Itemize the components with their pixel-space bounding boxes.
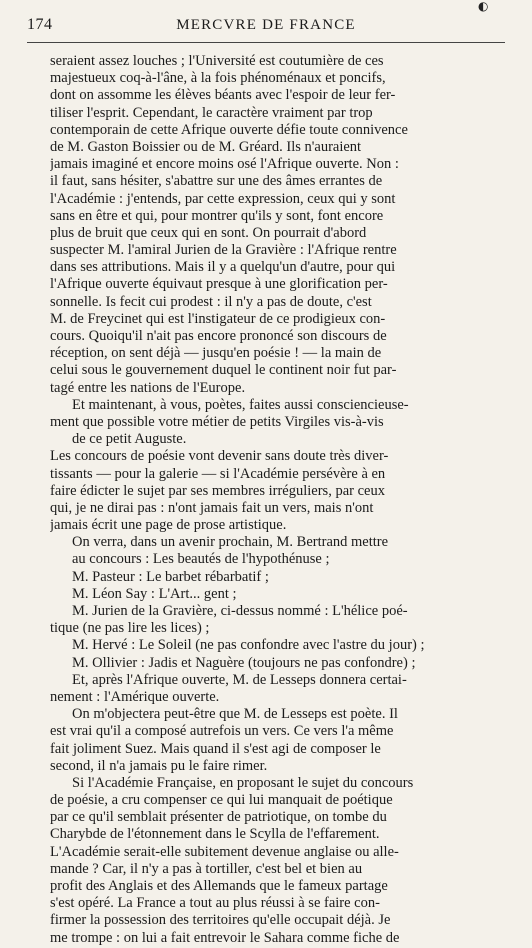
text-line: faire édicter le sujet par ses membres irréguliers, par ceux (50, 482, 385, 499)
text-line: seraient assez louches ; l'Université est coutumière de ces (50, 53, 384, 69)
text-line: jamais écrit une page de prose artistique. (50, 517, 287, 534)
text-line: M. Pasteur : Le barbet rébarbatif ; (72, 568, 269, 585)
text-line: est vrai qu'il a composé autrefois un vers. Ce vers l'a même (50, 723, 394, 740)
text-line: firmer la possession des territoires qu'elle occupait déjà. Je (50, 912, 391, 929)
text-line: contemporain de cette Afrique ouverte défie toute connivence (50, 121, 408, 138)
text-line: de poésie, a cru compenser ce qui lui manquait de poétique (50, 792, 393, 809)
text-line: tissants — pour la galerie — si l'Académie persévère à en (50, 465, 386, 482)
text-line: me trompe : on lui a fait entrevoir le Sahara comme fiche de (50, 929, 400, 946)
text-line: M. Hervé : Le Soleil (ne pas confondre avec l'astre du jour) ; (72, 637, 425, 654)
text-line: suspecter M. l'amiral Jurien de la Gravière : l'Afrique rentre (50, 242, 397, 259)
text-line: cours. Quoiqu'il n'ait pas encore prononcé son discours de (50, 328, 387, 344)
text-line: tagé entre les nations de l'Europe. (50, 379, 246, 396)
text-line: M. Léon Say : L'Art... gent ; (72, 585, 237, 602)
ink-blot-mark: ◐ (478, 0, 489, 13)
text-line: jamais imaginé et encore moins osé l'Afrique ouverte. Non : (50, 156, 399, 173)
text-line: majestueux coq-à-l'âne, à la fois phénoménaux et poncifs, (50, 70, 386, 87)
text-line: On m'objectera peut-être que M. de Lesseps est poète. Il (72, 706, 398, 723)
text-line: sonnelle. Is fecit cui prodest : il n'y a pas de doute, c'est (50, 293, 372, 310)
text-line: Et, après l'Afrique ouverte, M. de Lesseps donnera certai- (72, 671, 407, 688)
text-line: Et maintenant, à vous, poètes, faites aussi consciencieuse- (72, 396, 409, 413)
text-line: profit des Anglais et des Allemands que le fameux partage (50, 878, 388, 894)
text-line: M. Jurien de la Gravière, ci-dessus nommé : L'hélice poé- (72, 603, 408, 619)
text-line: fait joliment Suez. Mais quand il s'est agi de composer le (50, 740, 381, 757)
text-line: réception, on sent déjà — jusqu'en poésie ! — la main de (50, 345, 382, 362)
text-line: M. de Freycinet qui est l'instigateur de ce prodigieux con- (50, 310, 386, 327)
text-line: plus de bruit que ceux qui en sont. On pourrait d'abord (50, 224, 367, 241)
text-line: Les concours de poésie vont devenir sans doute très diver- (50, 448, 389, 465)
page-number: 174 (27, 16, 53, 33)
text-line: dont on assomme les élèves béants avec l'espoir de leur fer- (50, 87, 396, 104)
text-line: Si l'Académie Française, en proposant le sujet du concours (72, 774, 414, 791)
text-line: l'Académie : j'entends, par cette expression, ceux qui y sont (50, 190, 396, 207)
text-line: l'Afrique ouverte équivaut presque à une glorification per- (50, 276, 388, 293)
text-line: second, il n'a jamais pu le faire rimer. (50, 757, 268, 774)
text-line: sans en être et qui, pour montrer qu'ils y sont, font encore (50, 207, 384, 224)
journal-title: MERCVRE DE FRANCE (176, 17, 356, 33)
text-line: par ce qu'il semblait présenter de patriotique, on tombe du (50, 809, 387, 826)
text-line: il faut, sans hésiter, s'abattre sur une des âmes errantes de (50, 173, 383, 190)
text-line: Charybde de l'étonnement dans le Scylla de l'effarement. (50, 826, 380, 843)
body-text (50, 53, 505, 947)
text-line: L'Académie serait-elle subitement devenue anglaise ou alle- (50, 843, 399, 860)
text-line: celui sous le gouvernement duquel le continent noir fut par- (50, 362, 397, 379)
text-line: de M. Gaston Boissier ou de M. Gréard. Ils n'auraient (50, 138, 362, 155)
text-line: dans ses attributions. Mais il y a quelqu'un d'autre, pour qui (50, 259, 396, 276)
text-line: tique (ne pas lire les lices) ; (50, 620, 210, 637)
text-line: au concours : Les beautés de l'hypothénuse ; (72, 551, 330, 568)
text-line: de ce petit Auguste. (72, 431, 187, 448)
text-line: qui, je ne dirai pas : n'ont jamais fait un vers, mais n'ont (50, 499, 374, 516)
text-line: M. Ollivier : Jadis et Naguère (toujours ne pas confondre) ; (72, 654, 416, 671)
text-line: s'est opéré. La France a tout au plus réussi à se faire con- (50, 895, 380, 912)
text-line: ment que possible votre métier de petits Virgiles vis-à-vis (50, 413, 384, 430)
running-head (27, 13, 505, 37)
header-rule (27, 42, 505, 43)
text-line: mande ? Car, il n'y a pas à tortiller, c'est bel et bien au (50, 860, 363, 877)
text-line: On verra, dans un avenir prochain, M. Bertrand mettre (72, 534, 389, 551)
text-line: nement : l'Amérique ouverte. (50, 688, 220, 705)
text-line: tiliser l'esprit. Cependant, le caractère vraiment par trop (50, 104, 373, 121)
